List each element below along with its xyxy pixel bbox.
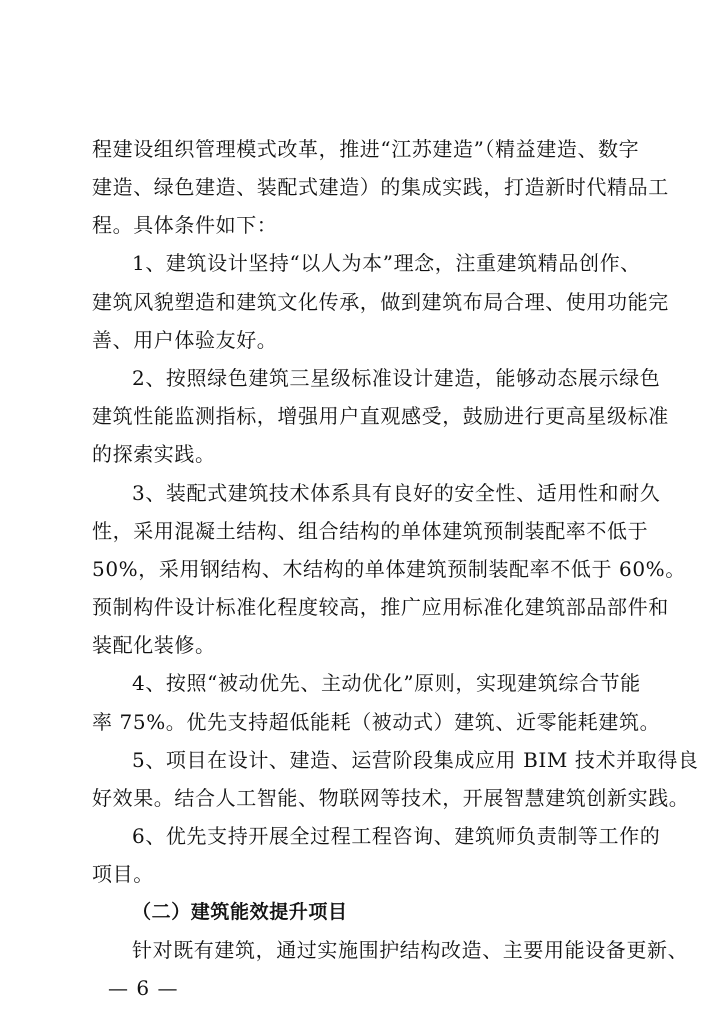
text-line: 建造、绿色建造、装配式建造）的集成实践，打造新时代精品工 <box>92 175 669 199</box>
text-line: 项目。 <box>92 862 154 886</box>
text-line: 1、建筑设计坚持“以人为本”理念，注重建筑精品创作、 <box>132 251 641 275</box>
text-line: 好效果。结合人工智能、物联网等技术，开展智慧建筑创新实践。 <box>92 786 690 810</box>
text-line: 程。具体条件如下： <box>92 213 278 237</box>
text-line: 50%，采用钢结构、木结构的单体建筑预制装配率不低于 60%。 <box>92 557 686 581</box>
text-line: 的探索实践。 <box>92 442 216 466</box>
text-line: 6、优先支持开展全过程工程咨询、建筑师负责制等工作的 <box>132 824 661 848</box>
text-line: 预制构件设计标准化程度较高，推广应用标准化建筑部品部件和 <box>92 595 669 619</box>
text-line: 率 75%。优先支持超低能耗（被动式）建筑、近零能耗建筑。 <box>92 710 661 734</box>
text-line: 3、装配式建筑技术体系具有良好的安全性、适用性和耐久 <box>132 481 661 505</box>
text-line: 建筑性能监测指标，增强用户直观感受，鼓励进行更高星级标准 <box>92 404 669 428</box>
text-line: 性，采用混凝土结构、组合结构的单体建筑预制装配率不低于 <box>92 519 649 543</box>
page-number: — 6 — <box>108 976 179 1000</box>
section-heading: （二）建筑能效提升项目 <box>132 901 348 923</box>
text-line: 程建设组织管理模式改革，推进“江苏建造”（精益建造、数字 <box>92 137 640 161</box>
text-line: 建筑风貌塑造和建筑文化传承，做到建筑布局合理、使用功能完 <box>92 290 669 314</box>
text-line: 善、用户体验友好。 <box>92 328 278 352</box>
text-line: 5、项目在设计、建造、运营阶段集成应用 BIM 技术并取得良 <box>132 748 699 772</box>
text-line: 2、按照绿色建筑三星级标准设计建造，能够动态展示绿色 <box>132 366 661 390</box>
text-line: 4、按照“被动优先、主动优化”原则，实现建筑综合节能 <box>132 671 641 695</box>
text-line: 针对既有建筑，通过实施围护结构改造、主要用能设备更新、 <box>132 938 689 962</box>
text-line: 装配化装修。 <box>92 633 216 657</box>
